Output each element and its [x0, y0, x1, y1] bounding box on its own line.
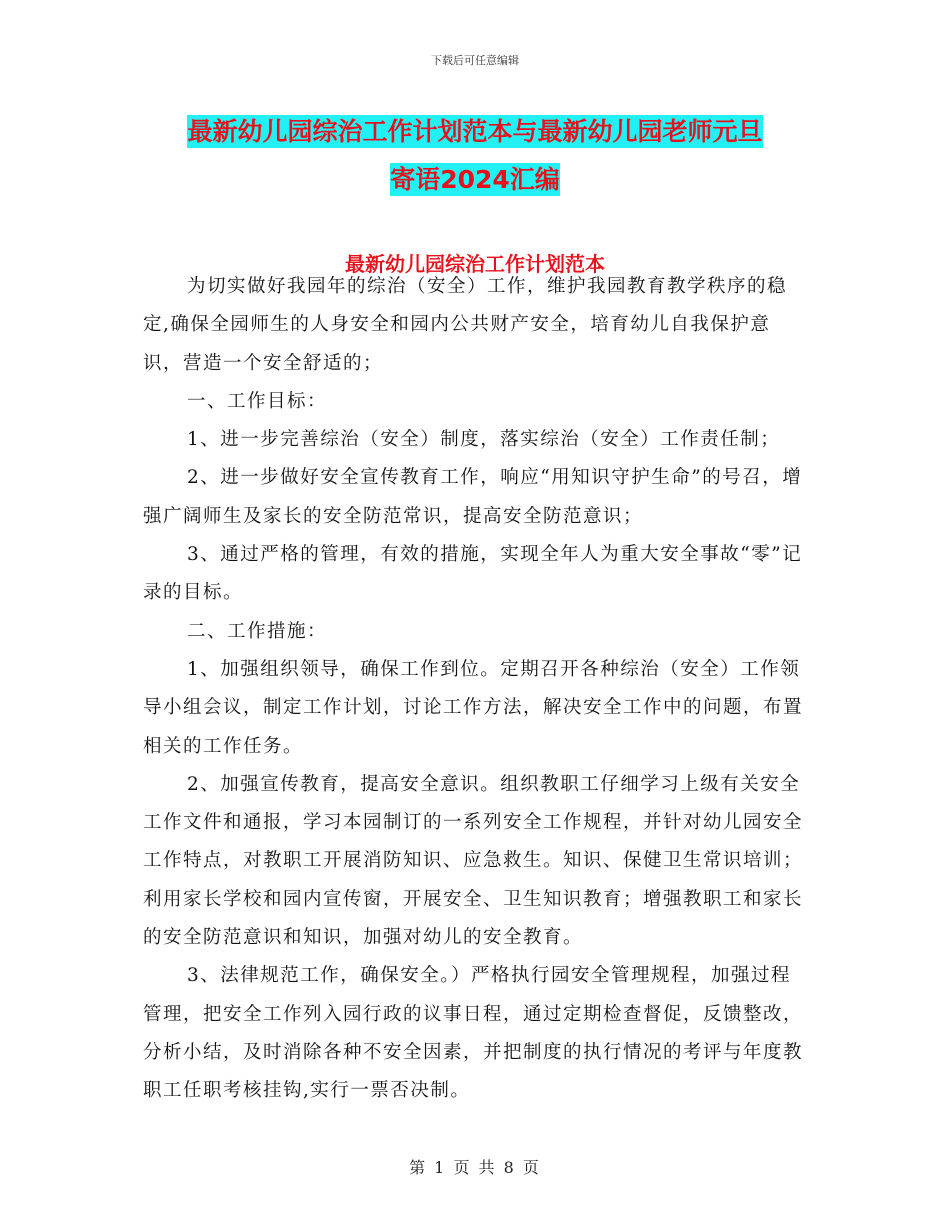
header-note: 下载后可任意编辑 [431, 54, 519, 67]
document-title [160, 108, 790, 204]
document-title-line-1: 最新幼儿园综治工作计划范本与最新幼儿园老师元旦 [187, 117, 763, 146]
paragraph: 1、进一步完善综治（安全）制度，落实综治（安全）工作责任制； [187, 429, 781, 451]
body-text [143, 268, 809, 1111]
document-title-line-2: 寄语2024汇编 [390, 165, 560, 194]
paragraph: 3、法律规范工作，确保安全。）严格执行园安全管理规程，加强过程管理，把安全工作列入园行政的议事日程，通过定期检查督促，反馈整改，分析小结，及时消除各种不安全因素，并把制度的执行情况的考评与年度教职工任职考核挂钩,实行一票否决制。 [143, 965, 804, 1102]
paragraph: 2、进一步做好安全宣传教育工作，响应“用知识守护生命”的号召，增强广阔师生及家长的安全防范常识，提高安全防范意识； [143, 467, 803, 527]
paragraph: 一、工作目标： [187, 390, 328, 412]
section-title: 最新幼儿园综治工作计划范本 [345, 252, 605, 276]
paragraph: 二、工作措施： [187, 620, 328, 642]
paragraph: 2、加强宣传教育，提高安全意识。组织教职工仔细学习上级有关安全工作文件和通报，学习本园制订的一系列安全工作规程，并针对幼儿园安全工作特点，对教职工开展消防知识、应急救生。知识、保健卫生常识培训；利用家长学校和园内宣传窗，开展安全、卫生知识教育；增强教职工和家长的安全防范意识和知识，加强对幼儿的安全教育。 [143, 773, 804, 949]
paragraph: 1、加强组织领导，确保工作到位。定期召开各种综治（安全）工作领导小组会议，制定工作计划，讨论工作方法，解决安全工作中的问题，布置相关的工作任务。 [143, 658, 804, 757]
page-number: 第 1 页 共 8 页 [409, 1158, 541, 1177]
paragraph: 为切实做好我园年的综治（安全）工作，维护我园教育教学秩序的稳定,确保全园师生的人身安全和园内公共财产安全，培育幼儿自我保护意识，营造一个安全舒适的； [143, 276, 788, 374]
paragraph: 3、通过严格的管理，有效的措施，实现全年人为重大安全事故“零”记录的目标。 [143, 544, 803, 604]
